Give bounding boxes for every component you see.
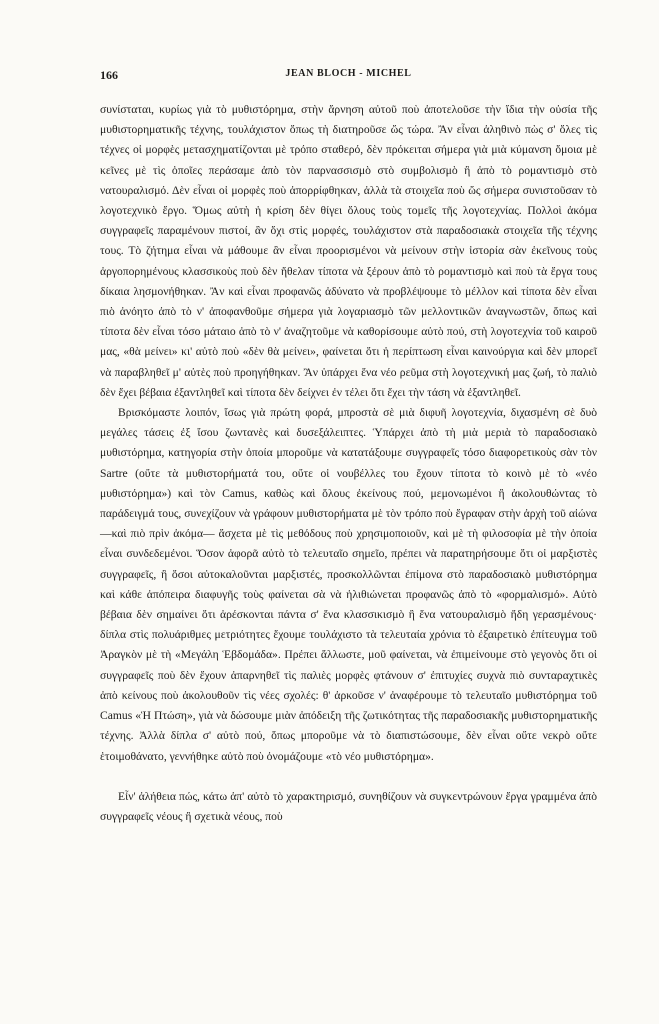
running-title: JEAN BLOCH - MICHEL <box>285 68 412 79</box>
running-head <box>100 68 597 86</box>
body-text <box>100 100 597 827</box>
page-number: 166 <box>100 68 118 82</box>
paragraph: Βρισκόμαστε λοιπόν, ἴσως γιὰ πρώτη φορά, μπροστὰ σὲ μιὰ διφυῆ λογοτεχνία, διχασμένη σὲ δυὸ μεγάλες τάσεις ἐξ ἴσου ζωντανὲς καὶ δυσεξάλειπτες. Ὑπάρχει ἀπὸ τὴ μιὰ μεριὰ τὸ παραδοσιακὸ μυθιστόρημα, κατηγορία στὴν ὁποία μποροῦμε νὰ κατατάξουμε συγγραφεῖς τόσο διαφορετικοὺς σὰν τὸν Sartre (οὔτε τὰ μυθιστορήματά του, οὔτε οἱ νουβέλλες του ἔχουν τίποτα τὸ κοινὸ μὲ τὸ «νέο μυθιστόρημα») καὶ τὸν Camus, καθὼς καὶ ὅλους ἐκείνους πού, μεμονωμένοι ἢ ἀκολουθώντας τὸ παράδειγμά τους, συνεχίζουν νὰ γράφουν μυθιστορήματα μὲ τὸν τρόπο ποὺ ἔγραφαν στὴν ἀρχὴ τοῦ αἰώνα —καὶ πιὸ πρὶν ἀκόμα— ἄσχετα μὲ τὶς μεθόδους ποὺ χρησιμοποιοῦν, καὶ μὲ τὴ φιλοσοφία μὲ τὴν ὁποία εἶναι συνδεδεμένοι. Ὅσον ἀφορᾶ αὐτὸ τὸ τελευταῖο σημεῖο, πρέπει νὰ παρατηρήσουμε ὅτι οἱ μαρξιστὲς συγγραφεῖς, ἢ ὅσοι αὐτοκαλοῦνται μαρξιστές, προσκολλῶνται ἐπίμονα στὸ παραδοσιακὸ μυθιστόρημα καὶ κάθε ἀπόπειρα διαφυγῆς τοὺς φαίνεται σὰ νὰ ἠλιθιώνεται προφανῶς ἀπὸ τὸ «φορμαλισμό». Αὐτὸ βέβαια δὲν σημαίνει ὅτι ἀρέσκονται πάντα σ' ἕνα κλασσικισμὸ ἢ ἕνα νατουραλισμὸ ἤδη γερασμένους· δίπλα στὶς πολυάριθμες μετριότητες ἔχουμε τουλάχιστο τὰ τελευταία χρόνια τὸ ἐξαιρετικὸ ἐπίτευγμα τοῦ Ἀραγκὸν μὲ τὴ «Μεγάλη Ἑβδομάδα». Πρέπει ἄλλωστε, μοῦ φαίνεται, νὰ ἐπιμείνουμε στὸ γεγονὸς ὅτι οἱ συγγραφεῖς ποὺ δὲν ἔχουν ἀπαρνηθεῖ τὶς παλιὲς μορφὲς φτάνουν σ' ἐπιτυχίες συχνὰ πιὸ συνταραχτικὲς ἀπὸ κείνους ποὺ ἀκολουθοῦν τὶς νέες σχολές: θ' ἀρκοῦσε ν' ἀναφέρουμε τὸ τελευταῖο μυθιστόρημα τοῦ Camus «Ἡ Πτώση», γιὰ νὰ δώσουμε μιὰν ἀπόδειξη τῆς ζωτικότητας τῆς παραδοσιακῆς μυθιστορηματικῆς τέχνης. Ἀλλὰ δίπλα σ' αὐτὸ πού, ὅπως μποροῦμε νὰ τὸ διαπιστώσουμε, δὲν εἶναι οὔτε νεκρὸ οὔτε ἑτοιμοθάνατο, γεννήθηκε αὐτὸ ποὺ ὀνομάζουμε «τὸ νέο μυθιστόρημα». <box>100 406 597 763</box>
paragraph: Εἶν' ἀλήθεια πώς, κάτω ἀπ' αὐτὸ τὸ χαρακτηρισμό, συνηθίζουν νὰ συγκεντρώνουν ἔργα γραμμένα ἀπὸ συγγραφεῖς νέους ἢ σχετικὰ νέους, ποὺ <box>100 789 597 823</box>
paragraph: συνίσταται, κυρίως γιὰ τὸ μυθιστόρημα, στὴν ἄρνηση αὐτοῦ ποὺ ἀποτελοῦσε τὴν ἴδια τὴν οὐσία τῆς μυθιστορηματικῆς τέχνης, τουλάχιστον ὅπως τὴ διατηροῦσε ὥς τώρα. Ἂν εἶναι ἀληθινὸ πὼς σ' ὅλες τὶς τέχνες οἱ μορφὲς μετασχηματίζονται μὲ τρόπο σταθερό, δὲν πρόκειται σήμερα γιὰ μιὰ κύμανση ὅμοια μὲ κεῖνες μὲ τὶς ὁποῖες περάσαμε ἀπὸ τὸν παρνασσισμὸ στὸ συμβολισμὸ ἢ ἀπὸ τὸ ρομαντισμὸ στὸ νατουραλισμό. Δὲν εἶναι οἱ μορφὲς ποὺ ἀπορρίφθηκαν, ἀλλὰ τὰ στοιχεῖα ποὺ ὥς σήμερα συνιστοῦσαν τὸ λογοτεχνικὸ ἔργο. Ὅμως αὐτὴ ἡ κρίση δὲν θίγει ὅλους τοὺς τομεῖς τῆς λογοτεχνίας. Πολλοὶ ἀκόμα συγγραφεῖς παραμένουν πιστοί, ἂν ὄχι στὶς μορφές, τουλάχιστον στὰ παραδοσιακὰ στοιχεῖα τῆς τέχνης τους. Τὸ ζήτημα εἶναι νὰ μάθουμε ἂν εἶναι προορισμένοι νὰ μείνουν στὴν ἱστορία σὰν ἐκεῖνους τοὺς ἀργοπορημένους κλασσικοὺς ποὺ δὲν ἤθελαν τίποτα νὰ ξέρουν ἀπὸ τὸ ρομαντισμὸ καὶ ποὺ τὰ ἔργα τους δίκαια λησμονήθηκαν. Ἂν καὶ εἶναι προφανῶς ἀδύνατο νὰ προβλέψουμε τὸ μέλλον καὶ τίποτα δὲν εἶναι πιὸ ἀνόητο ἀπὸ τὸ ν' ἀποφανθοῦμε σήμερα γιὰ λογαριασμὸ τῶν μελλοντικῶν ἀναγνωστῶν, ὅπως καὶ τίποτα δὲν εἶναι τόσο μάταιο ἀπὸ τὸ ν' ἀναζητοῦμε νὰ καθορίσουμε αὐτὸ πού, στὴ λογοτεχνία τοῦ καιροῦ μας, «θὰ μείνει» κι' αὐτὸ ποὺ «δὲν θὰ μείνει», φαίνεται ὅτι ἡ περίπτωση εἶναι καινούργια καὶ δὲν μπορεῖ νὰ παραβληθεῖ μ' αὐτὲς ποὺ προηγήθηκαν. Ἂν ὑπάρχει ἕνα νέο ρεῦμα στὴ λογοτεχνική μας ζωή, τὸ παλιὸ δὲν ἔχει βέβαια ἐξαντληθεῖ καὶ τίποτα δὲν δείχνει ἐν τέλει ὅτι ἔχει τὴν τάση νὰ ἐξαντληθεῖ. <box>100 103 597 399</box>
